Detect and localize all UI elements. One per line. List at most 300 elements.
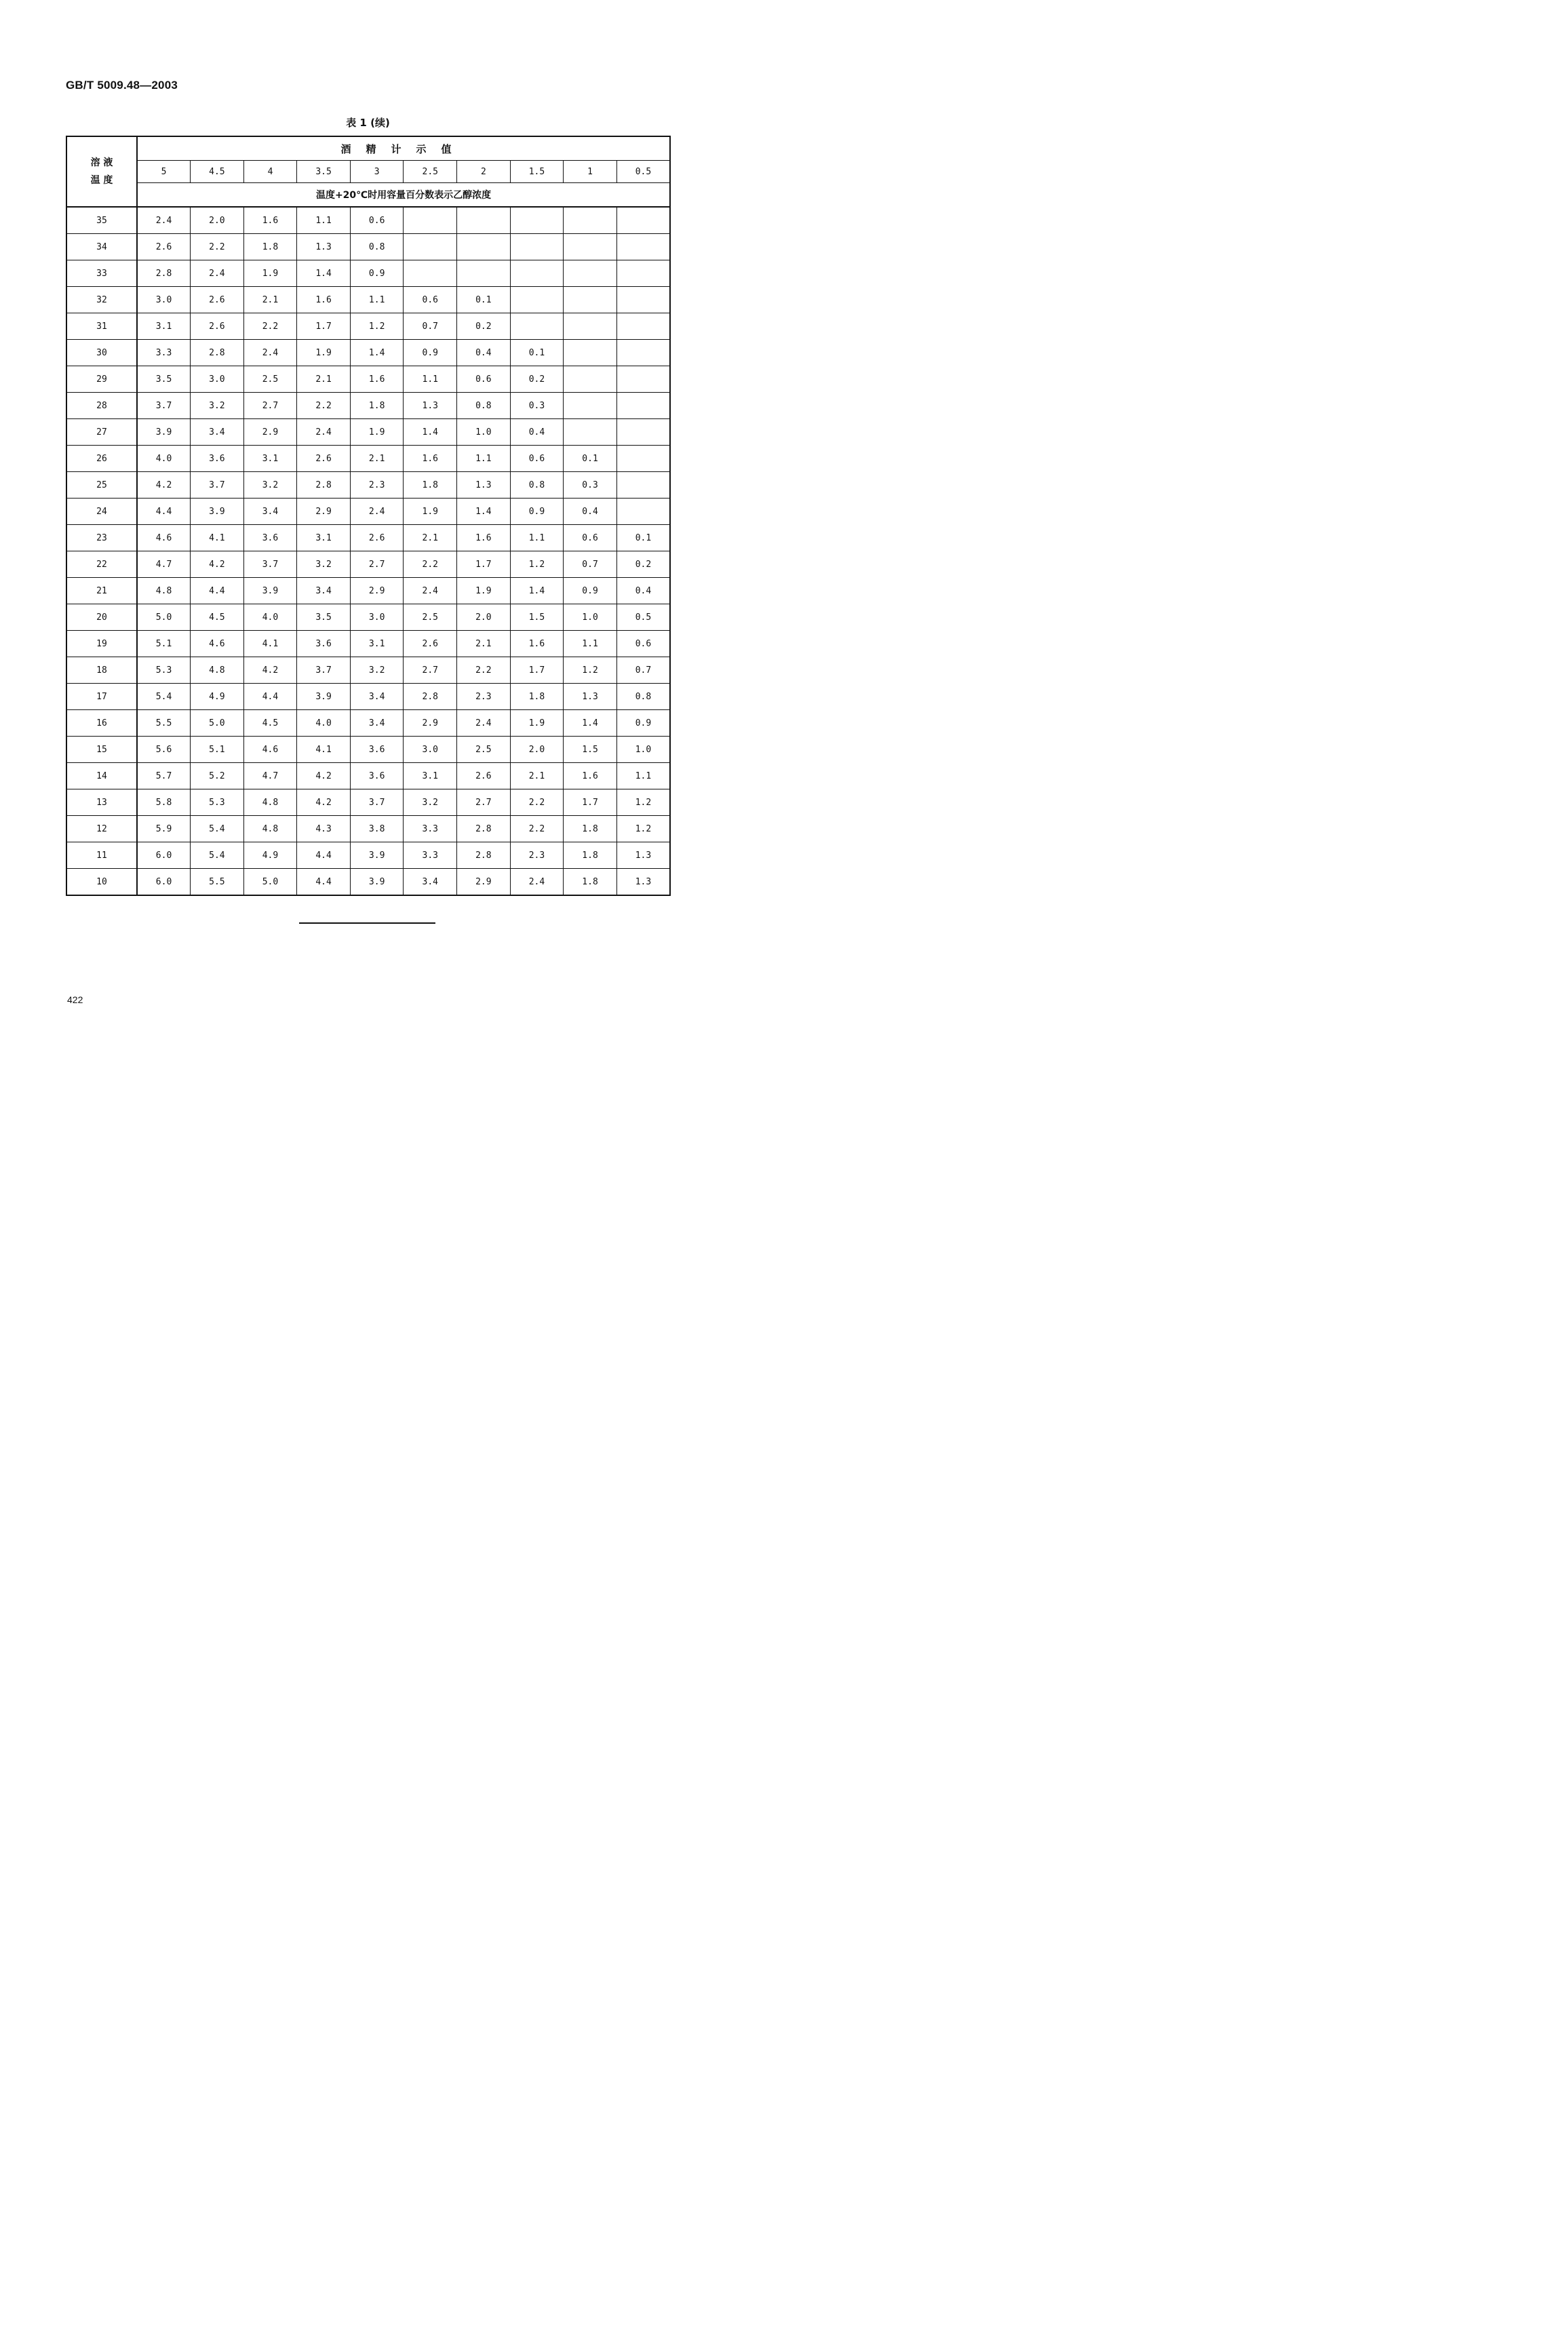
table-row	[66, 446, 670, 472]
table-cell: 2.2	[297, 393, 351, 419]
table-cell: 4.4	[297, 842, 351, 869]
table-cell: 0.2	[616, 551, 670, 578]
table-cell: 4.0	[297, 710, 351, 737]
table-cell: 5.5	[137, 710, 191, 737]
table-cell: 3.0	[191, 366, 244, 393]
table-cell: 2.9	[457, 869, 511, 896]
table-cell: 0.8	[350, 234, 404, 260]
row-temperature-cell: 22	[66, 551, 137, 578]
table-cell: 1.8	[243, 234, 297, 260]
table-cell: 3.6	[191, 446, 244, 472]
table-cell: 4.2	[191, 551, 244, 578]
table-cell: 1.3	[297, 234, 351, 260]
table-cell: 2.2	[510, 816, 564, 842]
table-cell: 1.7	[297, 313, 351, 340]
table-cell: 3.7	[350, 789, 404, 816]
table-cell: 2.3	[457, 684, 511, 710]
table-cell: 0.7	[404, 313, 457, 340]
table-cell: 0.1	[616, 525, 670, 551]
table-cell: 1.6	[297, 287, 351, 313]
table-cell: 3.2	[191, 393, 244, 419]
table-cell: 1.9	[350, 419, 404, 446]
table-cell: 1.8	[564, 842, 617, 869]
table-cell: 0.9	[616, 710, 670, 737]
table-cell: 1.5	[564, 737, 617, 763]
table-cell: 1.6	[564, 763, 617, 789]
table-cell: 3.2	[350, 657, 404, 684]
table-cell: 4.9	[243, 842, 297, 869]
table-cell: 0.6	[350, 207, 404, 234]
table-cell: 3.1	[350, 631, 404, 657]
table-cell: 2.7	[404, 657, 457, 684]
table-cell	[616, 287, 670, 313]
table-cell: 4.4	[191, 578, 244, 604]
table-cell: 0.1	[564, 446, 617, 472]
table-cell: 2.4	[243, 340, 297, 366]
table-cell: 2.9	[404, 710, 457, 737]
table-cell: 3.9	[350, 842, 404, 869]
table-row	[66, 313, 670, 340]
table-cell: 2.0	[191, 207, 244, 234]
table-row	[66, 207, 670, 234]
table-cell: 1.1	[510, 525, 564, 551]
table-row	[66, 260, 670, 287]
alcohol-correction-table	[66, 136, 671, 896]
table-cell	[564, 366, 617, 393]
table-cell: 1.8	[510, 684, 564, 710]
table-cell: 4.3	[297, 816, 351, 842]
table-cell	[616, 313, 670, 340]
table-cell: 5.0	[243, 869, 297, 896]
table-cell	[616, 207, 670, 234]
row-temperature-cell: 32	[66, 287, 137, 313]
row-temperature-cell: 29	[66, 366, 137, 393]
table-cell: 4.5	[191, 604, 244, 631]
table-cell: 1.1	[457, 446, 511, 472]
table-cell: 0.8	[616, 684, 670, 710]
table-cell: 2.8	[297, 472, 351, 499]
table-cell: 2.0	[457, 604, 511, 631]
table-cell: 0.1	[457, 287, 511, 313]
table-cell: 3.4	[243, 499, 297, 525]
table-cell	[510, 234, 564, 260]
table-cell: 1.2	[564, 657, 617, 684]
table-cell: 1.5	[510, 604, 564, 631]
table-cell: 4.8	[243, 816, 297, 842]
table-cell: 2.2	[457, 657, 511, 684]
table-cell: 2.6	[191, 313, 244, 340]
table-cell: 1.6	[457, 525, 511, 551]
table-cell: 4.5	[243, 710, 297, 737]
row-temperature-cell: 18	[66, 657, 137, 684]
row-temperature-cell: 34	[66, 234, 137, 260]
table-caption: 表 1 (续)	[346, 117, 390, 129]
table-row	[66, 499, 670, 525]
table-cell: 5.3	[137, 657, 191, 684]
row-temperature-cell: 19	[66, 631, 137, 657]
table-cell: 2.4	[297, 419, 351, 446]
table-cell: 2.6	[350, 525, 404, 551]
table-cell: 3.6	[350, 763, 404, 789]
table-cell: 5.4	[191, 842, 244, 869]
row-temperature-cell: 27	[66, 419, 137, 446]
table-cell: 3.1	[297, 525, 351, 551]
table-cell: 2.4	[350, 499, 404, 525]
table-cell: 2.2	[510, 789, 564, 816]
row-temperature-cell: 33	[66, 260, 137, 287]
column-header: 0.5	[616, 161, 670, 183]
row-temperature-cell: 25	[66, 472, 137, 499]
table-row	[66, 657, 670, 684]
table-cell: 1.9	[297, 340, 351, 366]
table-cell: 4.1	[243, 631, 297, 657]
table-cell: 1.3	[616, 842, 670, 869]
table-cell: 0.3	[564, 472, 617, 499]
table-cell: 1.3	[564, 684, 617, 710]
row-temperature-cell: 10	[66, 869, 137, 896]
table-cell: 3.1	[137, 313, 191, 340]
table-cell: 1.4	[404, 419, 457, 446]
table-cell: 2.9	[297, 499, 351, 525]
table-cell: 0.4	[564, 499, 617, 525]
table-cell: 3.7	[137, 393, 191, 419]
corner-label-line-1: 溶 液	[90, 157, 113, 168]
table-cell: 3.4	[404, 869, 457, 896]
table-cell: 5.4	[137, 684, 191, 710]
table-cell	[616, 366, 670, 393]
row-temperature-cell: 16	[66, 710, 137, 737]
table-cell: 0.6	[564, 525, 617, 551]
table-cell: 3.1	[243, 446, 297, 472]
table-cell: 4.9	[191, 684, 244, 710]
table-cell: 1.0	[564, 604, 617, 631]
table-cell: 1.6	[350, 366, 404, 393]
table-cell: 3.7	[297, 657, 351, 684]
row-temperature-cell: 12	[66, 816, 137, 842]
table-cell: 3.1	[404, 763, 457, 789]
table-cell: 5.1	[191, 737, 244, 763]
table-cell: 2.2	[191, 234, 244, 260]
table-cell: 2.8	[191, 340, 244, 366]
table-cell	[616, 419, 670, 446]
table-cell: 5.4	[191, 816, 244, 842]
table-cell: 1.2	[350, 313, 404, 340]
table-cell	[564, 419, 617, 446]
table-cell	[616, 499, 670, 525]
column-header: 1.5	[510, 161, 564, 183]
table-cell: 4.8	[137, 578, 191, 604]
table-cell: 1.6	[510, 631, 564, 657]
column-header: 2.5	[404, 161, 457, 183]
table-cell: 5.0	[137, 604, 191, 631]
table-cell: 1.8	[404, 472, 457, 499]
table-cell	[510, 207, 564, 234]
table-cell: 4.1	[297, 737, 351, 763]
table-row	[66, 684, 670, 710]
table-header	[66, 136, 670, 207]
table-cell: 1.1	[350, 287, 404, 313]
table-cell: 2.4	[404, 578, 457, 604]
end-of-table-rule	[299, 922, 435, 924]
table-cell: 4.7	[137, 551, 191, 578]
column-header: 3	[350, 161, 404, 183]
table-cell	[404, 260, 457, 287]
table-cell: 2.1	[350, 446, 404, 472]
table-cell: 5.6	[137, 737, 191, 763]
column-header: 1	[564, 161, 617, 183]
table-cell: 0.9	[510, 499, 564, 525]
row-temperature-cell: 24	[66, 499, 137, 525]
table-cell	[510, 260, 564, 287]
table-cell: 4.4	[243, 684, 297, 710]
table-cell: 4.8	[243, 789, 297, 816]
table-cell: 1.4	[564, 710, 617, 737]
table-cell: 2.0	[510, 737, 564, 763]
table-cell: 3.9	[297, 684, 351, 710]
table-cell	[616, 446, 670, 472]
table-cell: 2.4	[137, 207, 191, 234]
table-cell: 2.4	[191, 260, 244, 287]
table-row	[66, 604, 670, 631]
table-cell: 1.9	[457, 578, 511, 604]
table-cell: 0.4	[616, 578, 670, 604]
table-cell: 1.1	[564, 631, 617, 657]
table-cell: 3.4	[191, 419, 244, 446]
table-cell: 1.7	[510, 657, 564, 684]
table-cell	[510, 287, 564, 313]
table-cell	[457, 207, 511, 234]
column-header: 3.5	[297, 161, 351, 183]
table-cell: 3.3	[404, 842, 457, 869]
table-cell: 1.1	[616, 763, 670, 789]
table-cell: 1.1	[297, 207, 351, 234]
column-header: 5	[137, 161, 191, 183]
table-cell: 1.4	[510, 578, 564, 604]
table-cell: 2.9	[350, 578, 404, 604]
table-cell: 4.7	[243, 763, 297, 789]
table-cell: 3.6	[297, 631, 351, 657]
table-cell: 2.8	[457, 816, 511, 842]
table-cell: 6.0	[137, 842, 191, 869]
table-cell: 1.8	[564, 869, 617, 896]
table-cell: 3.3	[404, 816, 457, 842]
table-cell: 1.7	[457, 551, 511, 578]
table-row	[66, 737, 670, 763]
row-temperature-cell: 28	[66, 393, 137, 419]
table-cell: 3.7	[243, 551, 297, 578]
row-temperature-cell: 11	[66, 842, 137, 869]
table-cell: 2.2	[404, 551, 457, 578]
table-cell: 4.6	[137, 525, 191, 551]
table-cell	[564, 313, 617, 340]
table-cell	[616, 340, 670, 366]
row-temperature-cell: 13	[66, 789, 137, 816]
table-cell: 2.3	[350, 472, 404, 499]
table-cell: 5.8	[137, 789, 191, 816]
table-cell: 2.8	[457, 842, 511, 869]
table-cell: 5.7	[137, 763, 191, 789]
table-cell	[616, 260, 670, 287]
table-cell: 5.0	[191, 710, 244, 737]
table-cell: 1.9	[404, 499, 457, 525]
column-header: 2	[457, 161, 511, 183]
table-cell: 2.4	[510, 869, 564, 896]
table-cell	[616, 393, 670, 419]
table-row	[66, 869, 670, 896]
row-temperature-cell: 31	[66, 313, 137, 340]
table-cell: 1.4	[350, 340, 404, 366]
table-cell: 4.0	[243, 604, 297, 631]
table-cell: 0.8	[457, 393, 511, 419]
page-number: 422	[67, 994, 83, 1005]
corner-label-line-2: 温 度	[90, 175, 113, 186]
table-cell: 4.4	[297, 869, 351, 896]
table-cell	[564, 207, 617, 234]
table-cell: 4.8	[191, 657, 244, 684]
table-cell: 2.3	[510, 842, 564, 869]
table-cell: 3.0	[404, 737, 457, 763]
table-cell: 1.7	[564, 789, 617, 816]
table-cell: 4.2	[297, 763, 351, 789]
table-row	[66, 842, 670, 869]
table-cell: 1.8	[564, 816, 617, 842]
table-cell: 2.7	[350, 551, 404, 578]
table-cell: 4.6	[243, 737, 297, 763]
table-cell: 3.2	[404, 789, 457, 816]
corner-header-solution-temperature	[66, 136, 137, 207]
table-cell: 4.4	[137, 499, 191, 525]
table-header-row-columns	[66, 161, 670, 183]
table-cell: 0.6	[457, 366, 511, 393]
table-cell	[564, 260, 617, 287]
table-row	[66, 551, 670, 578]
table-cell: 1.0	[616, 737, 670, 763]
table-cell: 2.1	[457, 631, 511, 657]
table-cell: 3.8	[350, 816, 404, 842]
table-cell: 0.7	[616, 657, 670, 684]
table-cell: 2.7	[457, 789, 511, 816]
table-row	[66, 287, 670, 313]
table-cell	[564, 393, 617, 419]
table-cell: 3.9	[191, 499, 244, 525]
table-cell: 3.9	[243, 578, 297, 604]
table-cell	[457, 260, 511, 287]
table-cell: 5.9	[137, 816, 191, 842]
table-cell: 3.4	[350, 710, 404, 737]
table-cell: 0.6	[616, 631, 670, 657]
table-body	[66, 207, 670, 895]
table-cell: 1.9	[243, 260, 297, 287]
table-cell: 2.6	[137, 234, 191, 260]
table-row	[66, 763, 670, 789]
table-cell: 1.4	[457, 499, 511, 525]
row-temperature-cell: 17	[66, 684, 137, 710]
table-cell: 1.3	[616, 869, 670, 896]
group-header-hydrometer-reading: 酒精计示值	[137, 136, 670, 161]
row-temperature-cell: 14	[66, 763, 137, 789]
table-cell: 0.2	[510, 366, 564, 393]
table-cell: 1.2	[616, 816, 670, 842]
table-cell: 0.6	[510, 446, 564, 472]
table-cell: 0.6	[404, 287, 457, 313]
table-header-row-group	[66, 136, 670, 161]
table-cell: 2.4	[457, 710, 511, 737]
table-cell: 0.5	[616, 604, 670, 631]
table-cell: 0.8	[510, 472, 564, 499]
table-row	[66, 340, 670, 366]
table-cell: 0.2	[457, 313, 511, 340]
table-cell: 1.9	[510, 710, 564, 737]
table-cell: 4.2	[137, 472, 191, 499]
table-cell: 3.0	[137, 287, 191, 313]
table-cell: 4.2	[297, 789, 351, 816]
table-cell: 1.3	[404, 393, 457, 419]
table-cell: 1.2	[510, 551, 564, 578]
table-cell: 3.0	[350, 604, 404, 631]
table-cell	[404, 207, 457, 234]
row-temperature-cell: 23	[66, 525, 137, 551]
table-row	[66, 789, 670, 816]
standard-code: GB/T 5009.48—2003	[66, 79, 178, 92]
table-cell: 0.9	[350, 260, 404, 287]
table-cell: 0.9	[404, 340, 457, 366]
row-temperature-cell: 20	[66, 604, 137, 631]
table-cell: 2.9	[243, 419, 297, 446]
table-cell: 1.4	[297, 260, 351, 287]
table-cell: 3.6	[243, 525, 297, 551]
table-row	[66, 525, 670, 551]
table-cell: 3.4	[350, 684, 404, 710]
table-cell: 0.1	[510, 340, 564, 366]
table-cell: 1.0	[457, 419, 511, 446]
table-cell: 2.6	[297, 446, 351, 472]
table-cell: 0.4	[457, 340, 511, 366]
table-row	[66, 578, 670, 604]
table-cell: 4.6	[191, 631, 244, 657]
table-cell: 1.8	[350, 393, 404, 419]
table-cell: 2.1	[404, 525, 457, 551]
row-temperature-cell: 26	[66, 446, 137, 472]
table-row	[66, 419, 670, 446]
table-cell	[564, 287, 617, 313]
table-cell: 3.2	[297, 551, 351, 578]
table-cell: 5.2	[191, 763, 244, 789]
table-cell: 3.4	[297, 578, 351, 604]
table-cell: 2.6	[404, 631, 457, 657]
table-cell: 3.9	[350, 869, 404, 896]
table-cell	[616, 472, 670, 499]
table-row	[66, 710, 670, 737]
table-cell: 2.8	[137, 260, 191, 287]
table-row	[66, 366, 670, 393]
table-cell: 2.2	[243, 313, 297, 340]
table-cell: 2.1	[510, 763, 564, 789]
row-temperature-cell: 15	[66, 737, 137, 763]
table-row	[66, 631, 670, 657]
row-temperature-cell: 21	[66, 578, 137, 604]
table-cell: 3.5	[297, 604, 351, 631]
table-cell: 2.7	[243, 393, 297, 419]
table-cell: 2.6	[457, 763, 511, 789]
table-cell: 4.0	[137, 446, 191, 472]
table-cell: 5.1	[137, 631, 191, 657]
table-cell: 0.4	[510, 419, 564, 446]
table-cell: 2.6	[191, 287, 244, 313]
table-cell	[564, 340, 617, 366]
table-row	[66, 816, 670, 842]
table-cell: 3.2	[243, 472, 297, 499]
table-row	[66, 234, 670, 260]
